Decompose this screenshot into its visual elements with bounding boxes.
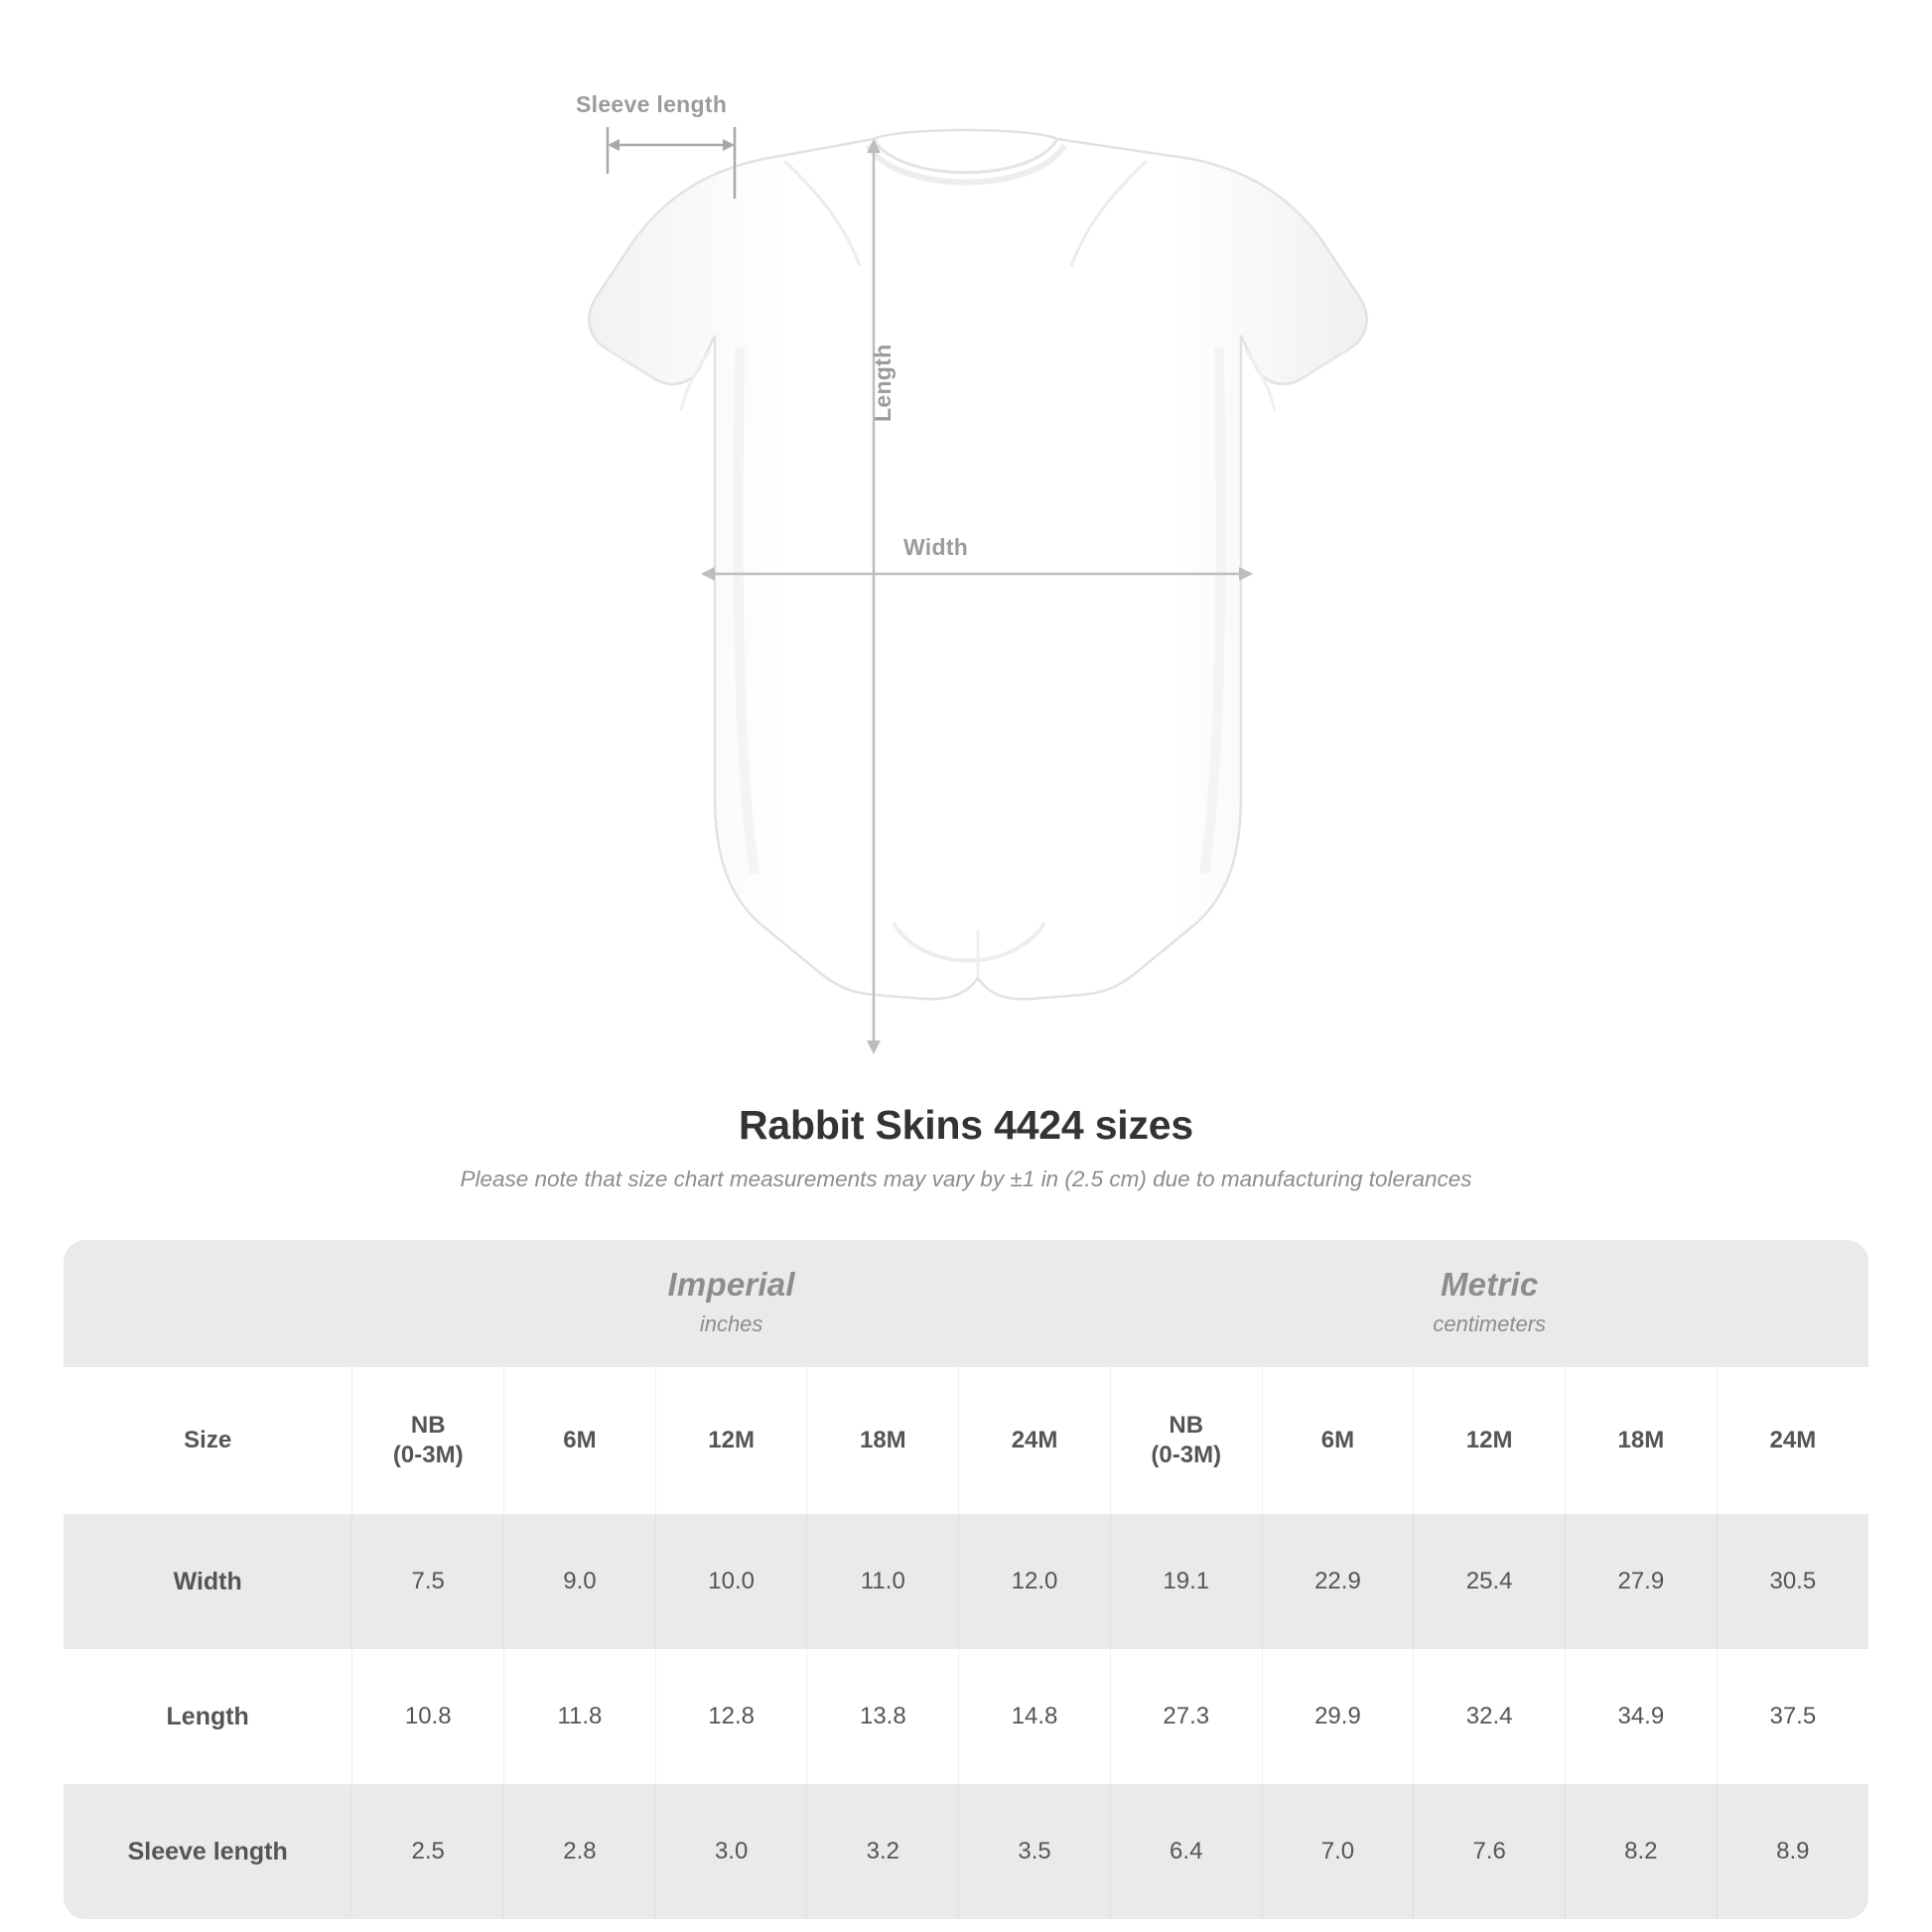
column-header-row — [64, 1367, 1868, 1514]
cell-width-8: 27.9 — [1566, 1514, 1718, 1649]
cell-width-9: 30.5 — [1717, 1514, 1868, 1649]
cell-length-2: 12.8 — [655, 1649, 807, 1784]
table-row — [64, 1514, 1868, 1649]
cell-sleeve-1: 2.8 — [504, 1784, 656, 1919]
header-col-2: 12M — [655, 1367, 807, 1514]
cell-length-0: 10.8 — [352, 1649, 504, 1784]
cell-length-7: 32.4 — [1414, 1649, 1566, 1784]
header-col-0-label: NB — [410, 1412, 446, 1439]
cell-length-6: 29.9 — [1262, 1649, 1414, 1784]
header-col-3: 18M — [807, 1367, 959, 1514]
cell-sleeve-5: 6.4 — [1110, 1784, 1262, 1919]
sleeve-length-label: Sleeve length — [576, 91, 728, 117]
unit-group-metric — [1110, 1240, 1868, 1367]
unit-group-metric-name: Metric — [1440, 1266, 1539, 1303]
header-size: Size — [64, 1367, 352, 1514]
cell-sleeve-6: 7.0 — [1262, 1784, 1414, 1919]
cell-length-4: 14.8 — [959, 1649, 1111, 1784]
cell-width-7: 25.4 — [1414, 1514, 1566, 1649]
cell-length-9: 37.5 — [1717, 1649, 1868, 1784]
header-col-9: 24M — [1717, 1367, 1868, 1514]
header-col-7: 12M — [1414, 1367, 1566, 1514]
header-col-6: 6M — [1262, 1367, 1414, 1514]
length-label: Length — [870, 344, 896, 422]
unit-group-imperial-sub: inches — [699, 1311, 763, 1336]
cell-width-6: 22.9 — [1262, 1514, 1414, 1649]
cell-width-2: 10.0 — [655, 1514, 807, 1649]
header-col-5-sub: (0-3M) — [1151, 1442, 1222, 1468]
unit-group-metric-sub: centimeters — [1433, 1311, 1547, 1336]
header-col-0-sub: (0-3M) — [392, 1442, 464, 1468]
row-label-length: Length — [64, 1649, 352, 1784]
cell-length-1: 11.8 — [504, 1649, 656, 1784]
cell-sleeve-9: 8.9 — [1717, 1784, 1868, 1919]
size-table — [64, 1240, 1868, 1919]
unit-blank-cell — [64, 1240, 352, 1367]
unit-group-imperial-name: Imperial — [667, 1266, 795, 1303]
size-table-container — [64, 1240, 1868, 1919]
header-col-4: 24M — [959, 1367, 1111, 1514]
width-label: Width — [903, 534, 969, 560]
row-label-width: Width — [64, 1514, 352, 1649]
unit-group-imperial — [352, 1240, 1111, 1367]
cell-width-5: 19.1 — [1110, 1514, 1262, 1649]
cell-width-1: 9.0 — [504, 1514, 656, 1649]
cell-sleeve-7: 7.6 — [1414, 1784, 1566, 1919]
cell-width-0: 7.5 — [352, 1514, 504, 1649]
cell-width-4: 12.0 — [959, 1514, 1111, 1649]
cell-sleeve-0: 2.5 — [352, 1784, 504, 1919]
header-col-1: 6M — [504, 1367, 656, 1514]
page-title: Rabbit Skins 4424 sizes — [738, 1102, 1193, 1148]
cell-length-8: 34.9 — [1566, 1649, 1718, 1784]
cell-length-5: 27.3 — [1110, 1649, 1262, 1784]
header-col-0 — [352, 1367, 504, 1514]
cell-sleeve-2: 3.0 — [655, 1784, 807, 1919]
table-row — [64, 1784, 1868, 1919]
cell-sleeve-3: 3.2 — [807, 1784, 959, 1919]
cell-length-3: 13.8 — [807, 1649, 959, 1784]
header-col-5-label: NB — [1169, 1412, 1204, 1439]
cell-sleeve-8: 8.2 — [1566, 1784, 1718, 1919]
header-col-5 — [1110, 1367, 1262, 1514]
header-col-8: 18M — [1566, 1367, 1718, 1514]
tolerance-note: Please note that size chart measurements may vary by ±1 in (2.5 cm) due to manufacturing tolerances — [460, 1167, 1472, 1191]
row-label-sleeve-length: Sleeve length — [64, 1784, 352, 1919]
cell-width-3: 11.0 — [807, 1514, 959, 1649]
table-row — [64, 1649, 1868, 1784]
cell-sleeve-4: 3.5 — [959, 1784, 1111, 1919]
unit-group-row — [64, 1240, 1868, 1367]
